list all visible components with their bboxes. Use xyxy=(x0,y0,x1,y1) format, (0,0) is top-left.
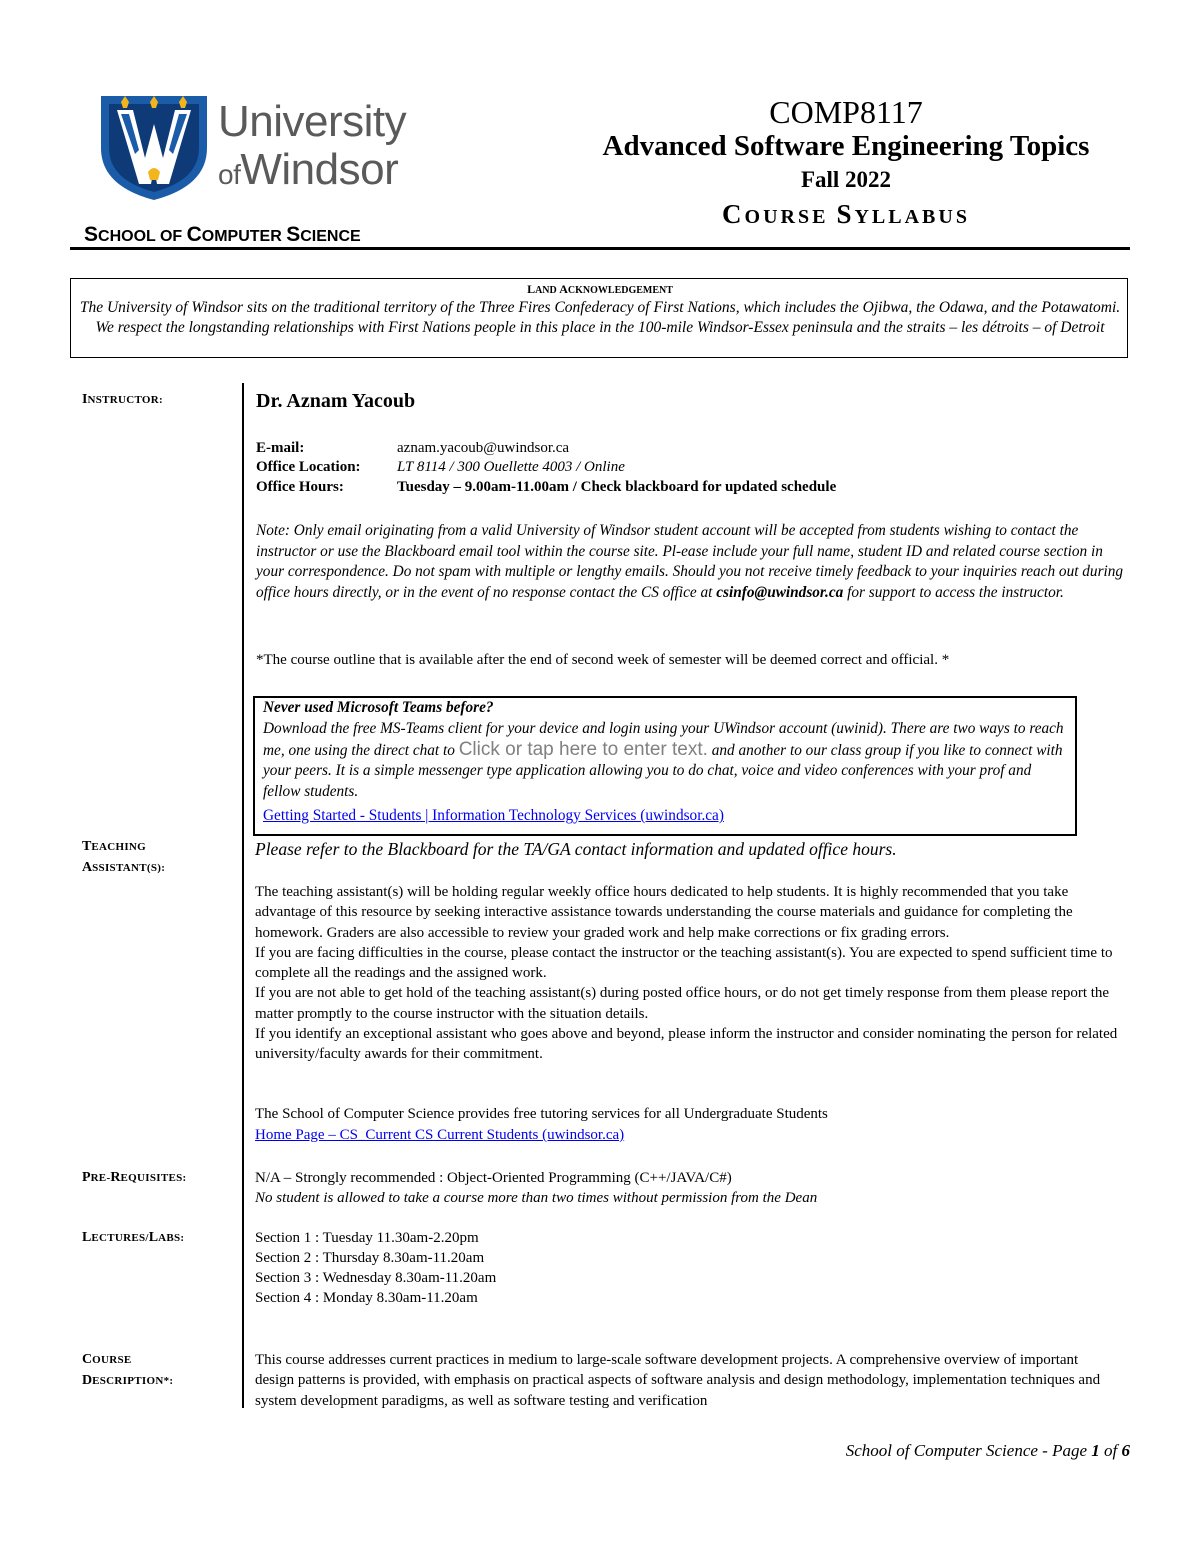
course-description: This course addresses current practices in medium to large-scale software development projects. A comprehensive overview of important design patterns is provided, with emphasis on practical aspects of software analysis and design methodology, implementation techniques and system development paradigms, as well as software testing and verification xyxy=(255,1352,1101,1409)
email-value[interactable]: aznam.yacoub@uwindsor.ca xyxy=(397,440,570,456)
instructor-name: Dr. Aznam Yacoub xyxy=(256,390,416,412)
email-label: E-mail: xyxy=(256,440,305,456)
label-prereq-rest: RE- xyxy=(90,1172,111,1184)
teams-text-a: Download the free MS-Teams client for your device and login using your UWindsor account (uwinid). There are two ways to reach me, one using the direct chat to xyxy=(263,720,1064,759)
cs-current-students-link[interactable]: Home Page – CS_Current CS Current Students (uwindsor.ca) xyxy=(255,1127,625,1143)
ta-paragraph-2: If you are facing difficulties in the course, please contact the instructor or the teaching assistant(s). You are expected to spend sufficient time to complete all the readings and the assigned work. xyxy=(255,944,1113,982)
label-assistants-initial: A xyxy=(82,860,93,875)
logo-wordmark-windsor xyxy=(218,145,399,197)
label-teaching-initial: T xyxy=(82,839,92,854)
footer-prefix: School of Computer Science - Page xyxy=(845,1441,1092,1460)
prereq-line-1: N/A – Strongly recommended : Object-Oriented Programming (C++/JAVA/C#) xyxy=(255,1170,732,1186)
label-instructor xyxy=(82,390,163,410)
syllabus-letter-c: C xyxy=(722,199,745,229)
teams-text xyxy=(263,719,1069,802)
school-word-omputer: OMPUTER xyxy=(201,228,287,245)
prereq-line-2: No student is allowed to take a course more than two times without permission from the Dean xyxy=(255,1190,818,1206)
syllabus-letter-s: S xyxy=(836,199,855,229)
section-vertical-rule xyxy=(242,383,244,1408)
page-footer xyxy=(600,1441,1130,1461)
ta-paragraph-3: If you are not able to get hold of the teaching assistant(s) during posted office hours, or do not get timely response from them please report the matter promptly to the course instructor with the situation details. xyxy=(255,985,1110,1022)
label-labs-initial: L xyxy=(148,1230,159,1245)
ta-paragraph-4: If you identify an exceptional assistant who goes above and beyond, please inform the instructor and consider nominating the person for related university/faculty awards for their commitment. xyxy=(255,1026,1118,1063)
logo-wordmark-windsor-text: Windsor xyxy=(240,145,399,194)
tutoring-text: The School of Computer Science provides free tutoring services for all Undergraduate Students xyxy=(255,1106,828,1122)
label-course-initial: C xyxy=(82,1352,93,1367)
label-assistants xyxy=(82,858,165,878)
label-instructor-rest: NSTRUCTOR: xyxy=(87,394,163,406)
label-prerequisites xyxy=(82,1168,187,1188)
section-4: Section 4 : Monday 8.30am-11.20am xyxy=(255,1290,478,1306)
ta-note: Please refer to the Blackboard for the TA/GA contact information and updated office hours. xyxy=(255,839,897,859)
label-instructor-initial: I xyxy=(82,392,88,407)
school-word-cience: CIENCE xyxy=(300,228,361,245)
label-teaching xyxy=(82,837,146,857)
land-title-word-cknowledgement: CKNOWLEDGEMENT xyxy=(567,285,673,296)
teams-getting-started-link[interactable]: Getting Started - Students | Information Technology Services (uwindsor.ca) xyxy=(263,807,724,824)
school-name xyxy=(84,222,361,250)
land-acknowledgement-text: The University of Windsor sits on the traditional territory of the Three Fires Confederacy of First Nations, which includes the Ojibwa, the Odawa, and the Potawatomi. We respect the longstanding relationships with First Nations people in this place in the 100-mile Windsor-Essex peninsula and the straits – les détroits – of Detroit xyxy=(79,299,1121,336)
land-title-word-and: AND xyxy=(535,285,560,296)
office-location-value: LT 8114 / 300 Ouellette 4003 / Online xyxy=(397,459,625,475)
school-letter-s: S xyxy=(84,223,99,246)
label-course xyxy=(82,1350,132,1370)
label-teaching-rest: EACHING xyxy=(91,841,147,853)
school-word-chool-of: CHOOL OF xyxy=(98,228,187,245)
label-description-initial: D xyxy=(82,1373,93,1388)
contact-note xyxy=(256,521,1126,603)
land-acknowledgement-title xyxy=(70,282,1130,297)
syllabus-title xyxy=(560,198,1132,233)
land-title-letter-a: A xyxy=(559,282,568,296)
footer-page-number: 1 xyxy=(1091,1441,1100,1460)
label-description-rest: ESCRIPTION*: xyxy=(92,1375,174,1387)
label-lectures-labs xyxy=(82,1228,184,1248)
office-location-label: Office Location: xyxy=(256,459,361,475)
teams-title: Never used Microsoft Teams before? xyxy=(263,699,494,716)
section-2: Section 2 : Thursday 8.30am-11.20am xyxy=(255,1250,485,1266)
logo-wordmark-of: of xyxy=(218,159,241,190)
office-hours-value: Tuesday – 9.00am-11.00am / Check blackboard for updated schedule xyxy=(397,479,837,495)
office-hours-label: Office Hours: xyxy=(256,479,344,495)
label-lectures-rest: ECTURES/ xyxy=(91,1232,149,1244)
footer-total-pages: 6 xyxy=(1121,1441,1130,1460)
label-course-rest: OURSE xyxy=(92,1354,132,1366)
land-title-letter-l: L xyxy=(527,282,536,296)
school-letter-s2: S xyxy=(286,223,301,246)
logo-wordmark-university: University xyxy=(218,97,407,146)
teams-text-b: and another to our class group if you like to connect with your peers. It is a simple messenger type application allowing you to do chat, voice and video conferences with your prof and fellow students. xyxy=(263,741,1063,800)
course-code: COMP8117 xyxy=(769,94,923,130)
ta-text xyxy=(255,882,1121,1065)
label-prereq-rest2: EQUISITES: xyxy=(120,1172,187,1184)
section-3: Section 3 : Wednesday 8.30am-11.20am xyxy=(255,1270,497,1286)
label-description xyxy=(82,1371,173,1391)
label-assistants-rest: SSISTANT(S): xyxy=(92,862,166,874)
section-1: Section 1 : Tuesday 11.30am-2.20pm xyxy=(255,1230,479,1246)
label-prereq-initial2: R xyxy=(110,1170,121,1185)
shield-icon xyxy=(101,96,207,200)
syllabus-word-ourse: OURSE xyxy=(744,206,837,228)
label-labs-rest: ABS: xyxy=(158,1232,185,1244)
outline-note: *The course outline that is available after the end of second week of semester will be deemed correct and official. * xyxy=(256,652,950,668)
ta-paragraph-1: The teaching assistant(s) will be holding regular weekly office hours dedicated to help students. It is highly recommended that you take advantage of this resource by seeking interactive assistance towards understanding the course materials and guidance for completing the homework. Graders are also accessible to review your graded work and help make corrections or fix grading errors. xyxy=(255,884,1073,941)
contact-note-text-b: for support to access the instructor. xyxy=(843,583,1064,601)
contact-note-text-a: Note: Only email originating from a valid University of Windsor student account will be accepted from students wishing to contact the instructor or use the Blackboard email tool within the course site. Pl-ease include your full name, student ID and related course section in your correspondence. Do not spam with multiple or lengthy emails. Should you not receive timely feedback to your inquiries reach out during office hours directly, or in the event of no response contact the CS office at xyxy=(256,522,1124,601)
footer-of: of xyxy=(1099,1441,1122,1460)
teams-chat-placeholder-field[interactable]: Click or tap here to enter text. xyxy=(458,738,708,760)
label-lectures-initial: L xyxy=(82,1230,92,1245)
course-term: Fall 2022 xyxy=(800,167,892,192)
label-prereq-initial: P xyxy=(82,1170,91,1185)
header-divider xyxy=(70,247,1130,250)
cs-office-email[interactable]: csinfo@uwindsor.ca xyxy=(716,583,844,601)
syllabus-word-yllabus: YLLABUS xyxy=(854,206,970,228)
course-name: Advanced Software Engineering Topics xyxy=(602,130,1090,162)
school-letter-c: C xyxy=(186,223,202,246)
